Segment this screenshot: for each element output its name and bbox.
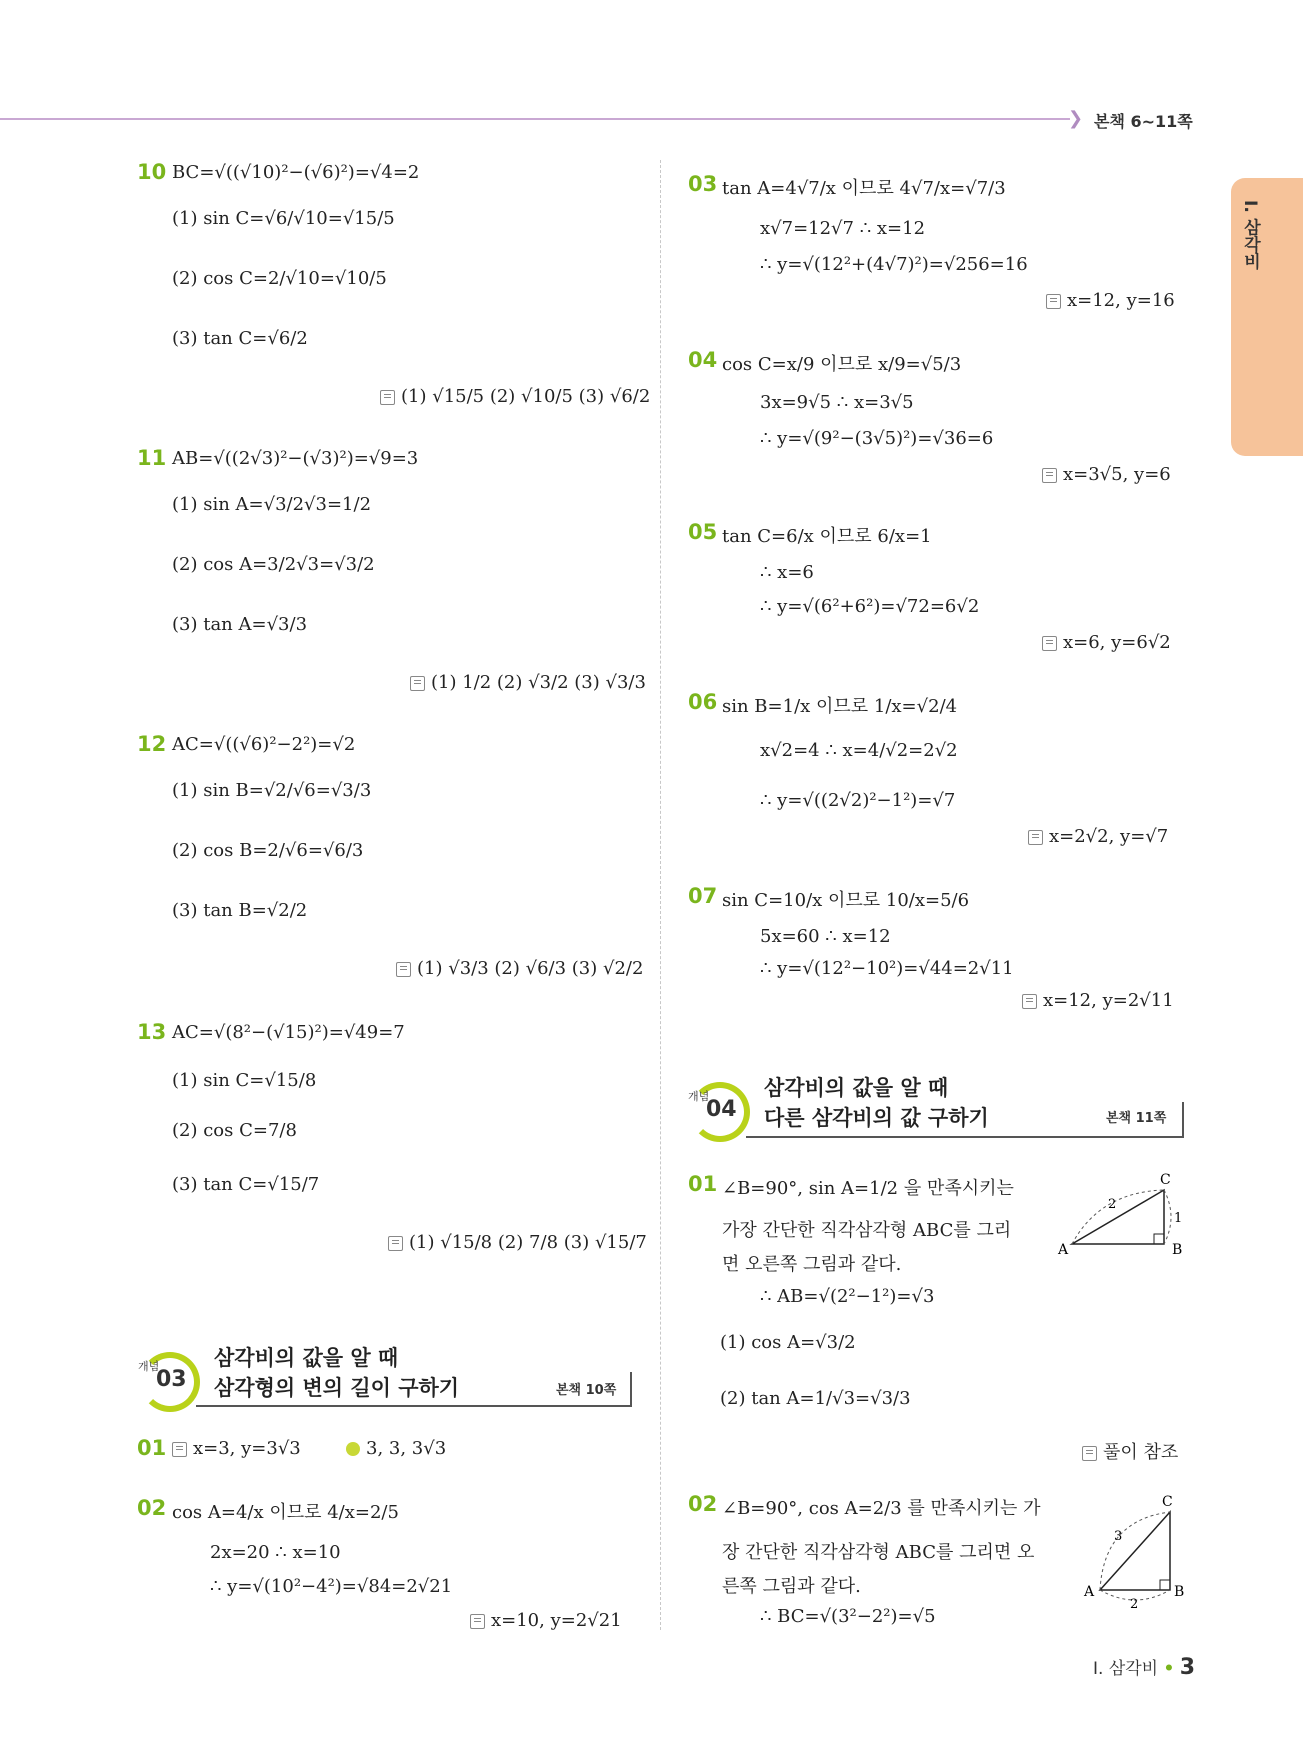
answer xyxy=(1046,290,1175,311)
answer-text: (1) 1/2 (2) √3/2 (3) √3/3 xyxy=(431,672,646,693)
concept-title: 삼각비의 값을 알 때 xyxy=(764,1076,949,1100)
vertex-label: C xyxy=(1160,1172,1171,1188)
triangle-figure-2 xyxy=(1074,1490,1194,1610)
concept-page-ref: 본책 11쪽 xyxy=(1106,1111,1167,1126)
answer-icon xyxy=(380,390,395,405)
side-length-arc xyxy=(1164,1190,1171,1244)
answer-icon xyxy=(388,1236,403,1251)
concept-underline xyxy=(196,1405,632,1407)
solution-line: ∠B=90°, cos A=2/3 를 만족시키는 가 xyxy=(722,1498,1041,1519)
answer xyxy=(396,958,643,979)
answer-icon xyxy=(1082,1446,1097,1461)
solution-line: 5x=60 ∴ x=12 xyxy=(760,926,891,947)
answer xyxy=(1042,464,1171,485)
answer-text: x=3, y=3√3 xyxy=(193,1438,301,1459)
solution-line: ∴ y=√(12²−10²)=√44=2√11 xyxy=(760,958,1014,979)
solution-line: 가장 간단한 직각삼각형 ABC를 그리 xyxy=(722,1220,1012,1241)
chapter-tab-label: I. 삼각비 xyxy=(1240,200,1260,270)
answer-text: (1) √15/5 (2) √10/5 (3) √6/2 xyxy=(401,386,651,407)
solution-line: (2) cos C=7/8 xyxy=(172,1120,297,1141)
answer xyxy=(172,1438,301,1459)
answer xyxy=(1042,632,1171,653)
solution-line: (1) sin C=√6/√10=√15/5 xyxy=(172,208,395,229)
solution-line: 2x=20 ∴ x=10 xyxy=(210,1542,341,1563)
solution-line: (2) cos A=3/2√3=√3/2 xyxy=(172,554,375,575)
footer-chapter: I. 삼각비 xyxy=(1093,1659,1159,1679)
problem-number: 02 xyxy=(137,1496,167,1520)
problem-number: 06 xyxy=(688,690,718,714)
concept-label: 개념 xyxy=(688,1090,710,1103)
answer xyxy=(410,672,646,693)
right-angle-mark xyxy=(1160,1580,1170,1590)
concept-title: 다른 삼각비의 값 구하기 xyxy=(764,1106,989,1130)
solution-line: ∴ y=√(6²+6²)=√72=6√2 xyxy=(760,596,980,617)
solution-line: ∴ AB=√(2²−1²)=√3 xyxy=(760,1286,935,1307)
chevron-right-icon: ❯ xyxy=(1068,108,1084,129)
answer-text: x=12, y=16 xyxy=(1067,290,1175,311)
problem-number: 05 xyxy=(688,520,718,544)
problem-number: 01 xyxy=(688,1172,718,1196)
column-divider xyxy=(660,160,661,1630)
vertex-label: C xyxy=(1162,1494,1173,1510)
answer-icon xyxy=(172,1442,187,1457)
problem-number: 11 xyxy=(137,446,167,470)
answer-text: x=6, y=6√2 xyxy=(1063,632,1171,653)
solution-line: (3) tan C=√6/2 xyxy=(172,328,308,349)
solution-line: (2) cos C=2/√10=√10/5 xyxy=(172,268,387,289)
concept-bracket xyxy=(1182,1102,1184,1138)
answer-icon xyxy=(1046,294,1061,309)
solution-line: (3) tan B=√2/2 xyxy=(172,900,308,921)
problem-number: 07 xyxy=(688,884,718,908)
problem-number: 01 xyxy=(137,1436,167,1460)
hint xyxy=(346,1438,446,1459)
solution-line: AC=√((√6)²−2²)=√2 xyxy=(172,734,356,755)
side-label: 1 xyxy=(1174,1211,1183,1226)
concept-number: 03 xyxy=(156,1367,187,1392)
problem-number: 10 xyxy=(137,160,167,184)
header-rule xyxy=(0,118,1070,120)
solution-line: ∴ y=√(12²+(4√7)²)=√256=16 xyxy=(760,254,1028,275)
solution-line: x√2=4 ∴ x=4/√2=2√2 xyxy=(760,740,958,761)
solution-line: 장 간단한 직각삼각형 ABC를 그리면 오 xyxy=(722,1542,1035,1563)
solution-line: 3x=9√5 ∴ x=3√5 xyxy=(760,392,914,413)
hint-text: 3, 3, 3√3 xyxy=(366,1438,447,1459)
answer-icon xyxy=(1022,994,1037,1009)
solution-line: ∴ x=6 xyxy=(760,562,814,583)
solution-line: BC=√((√10)²−(√6)²)=√4=2 xyxy=(172,162,420,183)
vertex-label: B xyxy=(1174,1584,1185,1600)
answer xyxy=(1028,826,1168,847)
problem-number: 13 xyxy=(137,1020,167,1044)
solution-line: cos A=4/x 이므로 4/x=2/5 xyxy=(172,1502,399,1523)
solution-line: (1) sin A=√3/2√3=1/2 xyxy=(172,494,372,515)
solution-line: AC=√(8²−(√15)²)=√49=7 xyxy=(172,1022,405,1043)
answer xyxy=(470,1610,622,1631)
solution-line: 면 오른쪽 그림과 같다. xyxy=(722,1254,902,1275)
concept-title: 삼각비의 값을 알 때 xyxy=(214,1346,399,1370)
solution-line: (3) tan A=√3/3 xyxy=(172,614,308,635)
answer-text: x=3√5, y=6 xyxy=(1063,464,1171,485)
answer xyxy=(388,1232,647,1253)
solution-line: (1) sin B=√2/√6=√3/3 xyxy=(172,780,372,801)
solution-line: sin B=1/x 이므로 1/x=√2/4 xyxy=(722,696,958,717)
side-label: 3 xyxy=(1114,1529,1123,1544)
solution-line: AB=√((2√3)²−(√3)²)=√9=3 xyxy=(172,448,419,469)
solution-line: ∠B=90°, sin A=1/2 을 만족시키는 xyxy=(722,1178,1014,1199)
answer-icon xyxy=(410,676,425,691)
vertex-label: A xyxy=(1084,1584,1095,1600)
vertex-label: A xyxy=(1058,1242,1069,1258)
answer-icon xyxy=(470,1614,485,1629)
concept-underline xyxy=(746,1136,1184,1138)
triangle-figure-1 xyxy=(1050,1168,1190,1258)
answer-text: (1) √3/3 (2) √6/3 (3) √2/2 xyxy=(417,958,644,979)
solution-line: (1) sin C=√15/8 xyxy=(172,1070,317,1091)
answer xyxy=(380,386,650,407)
answer-text: x=2√2, y=√7 xyxy=(1049,826,1169,847)
solution-line: (2) tan A=1/√3=√3/3 xyxy=(720,1388,911,1409)
problem-number: 02 xyxy=(688,1492,718,1516)
solution-line: ∴ y=√(9²−(3√5)²)=√36=6 xyxy=(760,428,994,449)
vertex-label: B xyxy=(1172,1242,1183,1258)
leaf-icon xyxy=(346,1442,360,1456)
concept-bracket xyxy=(630,1372,632,1407)
solution-line: cos C=x/9 이므로 x/9=√5/3 xyxy=(722,354,962,375)
right-angle-mark xyxy=(1154,1234,1164,1244)
solution-line: (1) cos A=√3/2 xyxy=(720,1332,856,1353)
answer-icon xyxy=(1028,830,1043,845)
concept-label: 개념 xyxy=(138,1360,160,1373)
solution-line: (2) cos B=2/√6=√6/3 xyxy=(172,840,364,861)
solution-line: x√7=12√7 ∴ x=12 xyxy=(760,218,926,239)
answer-icon xyxy=(1042,636,1057,651)
answer-icon xyxy=(396,962,411,977)
solution-line: tan A=4√7/x 이므로 4√7/x=√7/3 xyxy=(722,178,1006,199)
side-label: 2 xyxy=(1108,1197,1117,1212)
concept-title: 삼각형의 변의 길이 구하기 xyxy=(214,1376,460,1400)
solution-line: ∴ y=√(10²−4²)=√84=2√21 xyxy=(210,1576,453,1597)
solution-line: tan C=6/x 이므로 6/x=1 xyxy=(722,526,932,547)
footer-bullet: • xyxy=(1163,1659,1175,1679)
solution-line: (3) tan C=√15/7 xyxy=(172,1174,320,1195)
answer-text: x=12, y=2√11 xyxy=(1043,990,1174,1011)
page-number: 3 xyxy=(1179,1655,1196,1680)
problem-number: 04 xyxy=(688,348,718,372)
header-page-ref: 본책 6~11쪽 xyxy=(1094,112,1193,131)
answer xyxy=(1022,990,1174,1011)
solution-line: sin C=10/x 이므로 10/x=5/6 xyxy=(722,890,970,911)
solution-line: 른쪽 그림과 같다. xyxy=(722,1576,861,1597)
page-footer xyxy=(1093,1654,1195,1680)
answer-text: 풀이 참조 xyxy=(1103,1442,1179,1463)
concept-page-ref: 본책 10쪽 xyxy=(556,1383,617,1398)
answer-text: x=10, y=2√21 xyxy=(491,1610,622,1631)
concept-number: 04 xyxy=(706,1097,737,1122)
problem-number: 03 xyxy=(688,172,718,196)
answer-icon xyxy=(1042,468,1057,483)
triangle-shape xyxy=(1100,1512,1170,1590)
problem-number: 12 xyxy=(137,732,167,756)
answer xyxy=(1082,1438,1178,1464)
solution-line: ∴ BC=√(3²−2²)=√5 xyxy=(760,1606,936,1627)
side-label: 2 xyxy=(1130,1597,1139,1610)
solution-line: ∴ y=√((2√2)²−1²)=√7 xyxy=(760,790,956,811)
triangle-shape xyxy=(1072,1190,1164,1244)
answer-text: (1) √15/8 (2) 7/8 (3) √15/7 xyxy=(409,1232,647,1253)
